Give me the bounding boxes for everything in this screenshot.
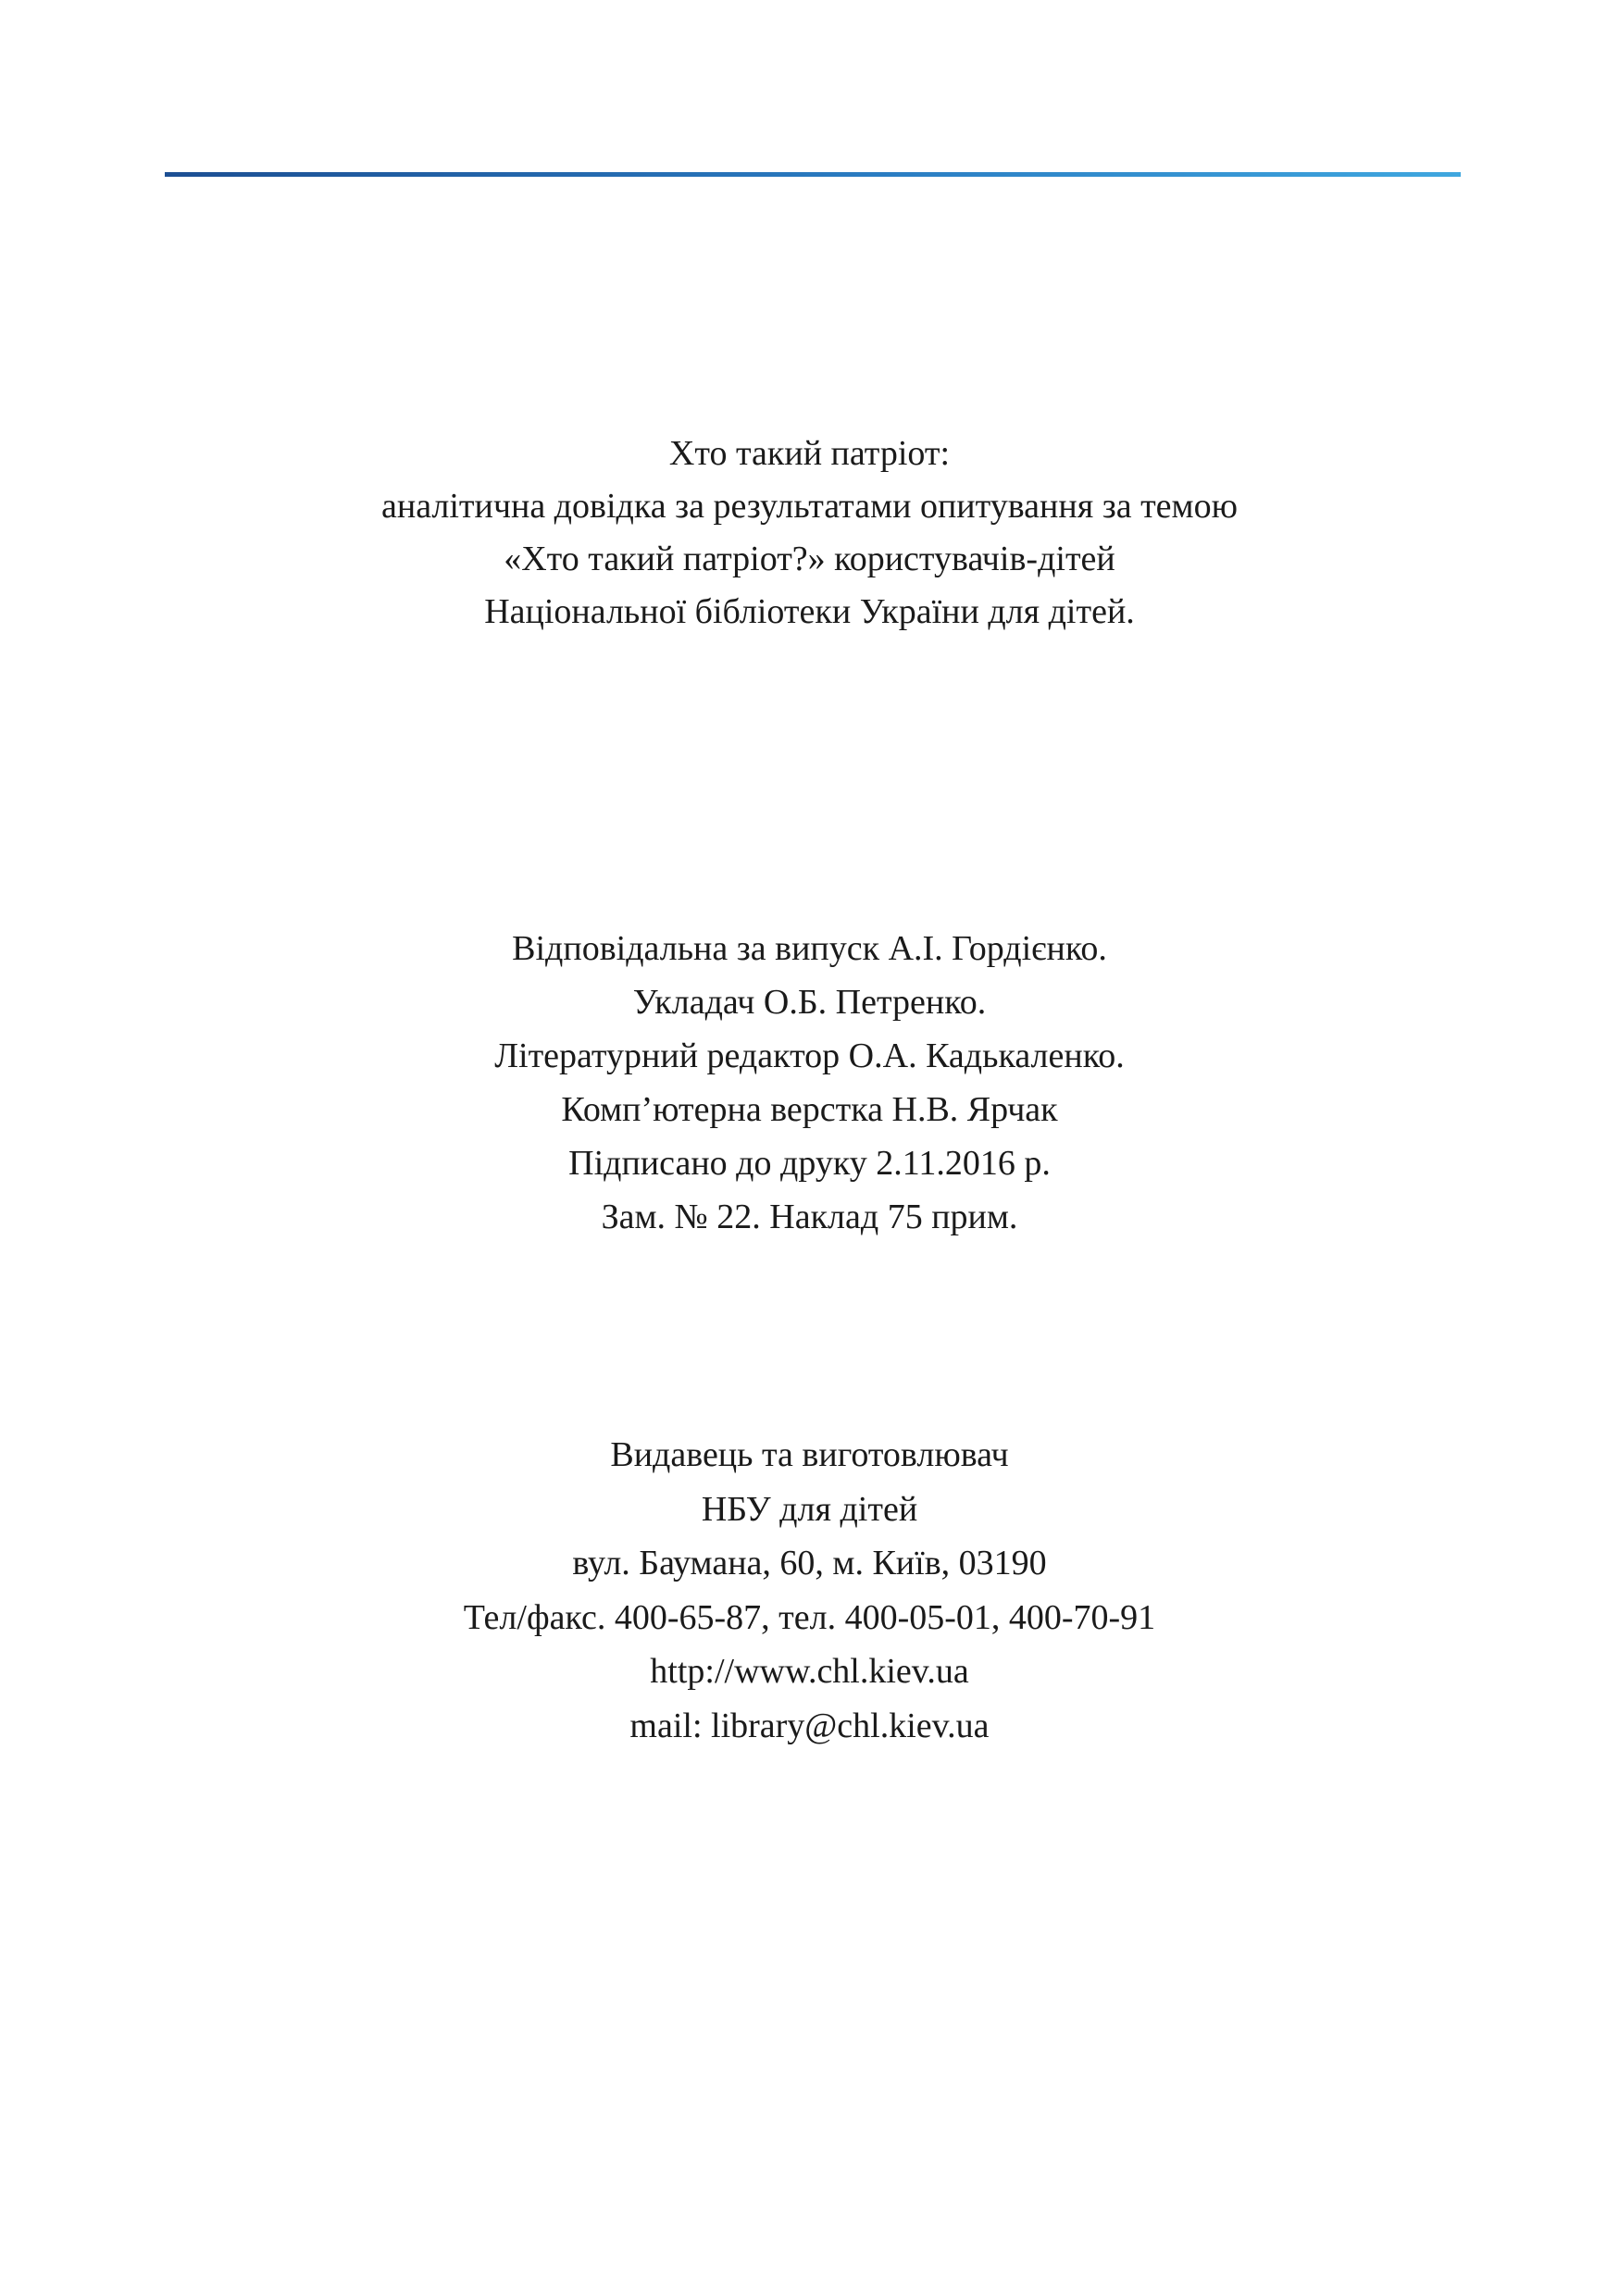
- publisher-address: вул. Баумана, 60, м. Київ, 03190: [572, 1544, 1047, 1582]
- title-block: [0, 428, 1619, 639]
- credits-line: Укладач О.Б. Петренко.: [632, 983, 987, 1022]
- credits-line: Підписано до друку 2.11.2016 р.: [568, 1144, 1051, 1183]
- title-line: аналітична довідка за результатами опитування за темою: [381, 487, 1238, 526]
- credits-line: Комп’ютерна верстка Н.В. Ярчак: [561, 1090, 1058, 1129]
- credits-line: Зам. № 22. Наклад 75 прим.: [601, 1198, 1018, 1236]
- publisher-website: http://www.chl.kiev.ua: [650, 1652, 969, 1691]
- publisher-block: [0, 1428, 1619, 1753]
- publisher-line: НБУ для дітей: [701, 1489, 918, 1529]
- publisher-email: mail: library@chl.kiev.ua: [629, 1706, 990, 1745]
- publisher-line: Видавець та виготовлювач: [610, 1435, 1009, 1474]
- publisher-phone: Тел/факс. 400-65-87, тел. 400-05-01, 400-70-91: [463, 1597, 1156, 1637]
- top-accent-rule: [165, 172, 1461, 177]
- title-line: Хто такий патріот:: [668, 434, 951, 473]
- title-line: Національної бібліотеки України для дітей.: [484, 592, 1135, 631]
- title-line: «Хто такий патріот?» користувачів-дітей: [504, 540, 1115, 578]
- credits-block: [0, 922, 1619, 1244]
- credits-line: Відповідальна за випуск А.І. Гордієнко.: [512, 929, 1107, 968]
- credits-line: Літературний редактор О.А. Кадькаленко.: [494, 1036, 1125, 1075]
